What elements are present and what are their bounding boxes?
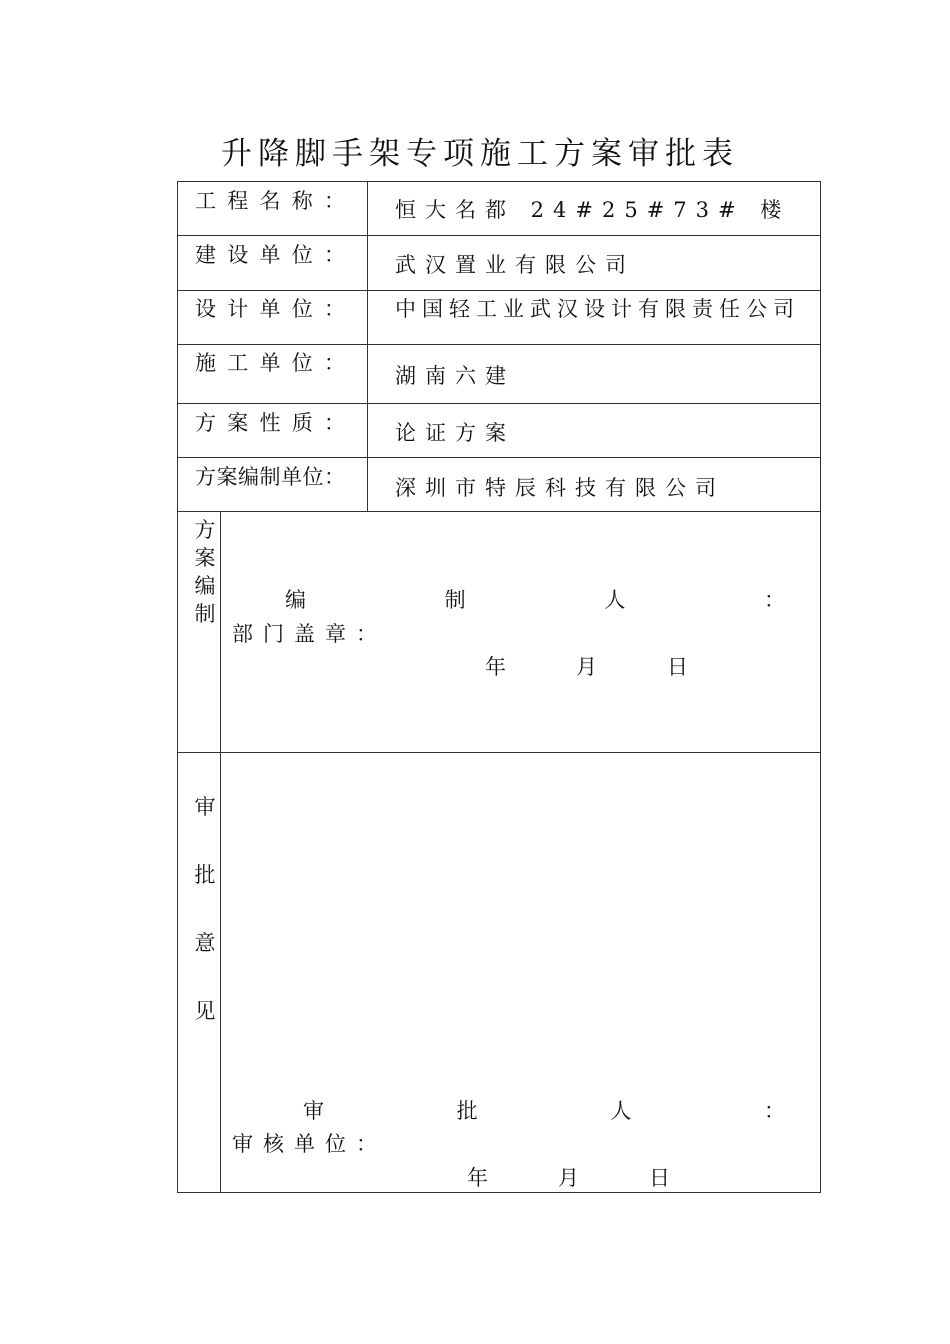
row-divider: [177, 457, 821, 458]
compile-side-label: [183, 516, 227, 628]
side-label-char: 方: [194, 518, 216, 542]
date-year: 年: [467, 1166, 488, 1190]
row-divider: [177, 290, 821, 291]
row-divider: [177, 752, 821, 753]
department-stamp-label: 部门盖章：: [232, 622, 387, 646]
design-unit-value: 中国轻工业武汉设计有限责任公司: [395, 297, 800, 321]
plan-author-unit-label: 方案编制单位：: [195, 465, 345, 489]
project-name-label: 工程名称：: [195, 189, 345, 213]
side-label-char: 案: [194, 546, 216, 570]
page-title: 升降脚手架专项施工方案审批表: [221, 136, 739, 172]
side-label-char: 批: [194, 863, 216, 887]
compile-date: [485, 653, 688, 681]
approval-side-label: [183, 790, 227, 1062]
table-border-right: [820, 181, 821, 1193]
contractor-value: 湖南六建: [395, 364, 515, 388]
plan-nature-value: 论证方案: [395, 421, 515, 445]
side-label-char: 编: [194, 574, 216, 598]
plan-nature-label: 方案性质：: [195, 411, 345, 435]
approval-date: [467, 1164, 670, 1192]
side-label-char: 制: [194, 602, 216, 626]
contractor-label: 施工单位：: [195, 351, 345, 375]
column-divider: [367, 181, 368, 511]
row-divider: [177, 403, 821, 404]
project-name-value: 恒大名都 24#25#73# 楼: [395, 198, 791, 222]
construction-owner-value: 武汉置业有限公司: [395, 253, 635, 277]
plan-author-unit-value: 深圳市特辰科技有限公司: [395, 476, 725, 500]
table-border-left: [177, 181, 178, 1193]
row-divider: [177, 344, 821, 345]
date-day: 日: [649, 1166, 670, 1190]
date-month: 月: [576, 655, 597, 679]
side-label-char: 意: [194, 931, 216, 955]
compiler-person-label: 编制人：: [285, 588, 785, 612]
date-year: 年: [485, 655, 506, 679]
review-unit-label: 审核单位：: [232, 1132, 387, 1156]
design-unit-label: 设计单位：: [195, 297, 345, 321]
table-border-top: [177, 181, 821, 182]
side-label-char: 见: [194, 999, 216, 1023]
table-border-bottom: [177, 1192, 821, 1193]
date-month: 月: [558, 1166, 579, 1190]
approver-label: 审批人：: [303, 1099, 785, 1123]
row-divider: [177, 235, 821, 236]
row-divider: [177, 511, 821, 512]
construction-owner-label: 建设单位：: [195, 243, 345, 267]
side-label-char: 审: [194, 795, 216, 819]
date-day: 日: [667, 655, 688, 679]
